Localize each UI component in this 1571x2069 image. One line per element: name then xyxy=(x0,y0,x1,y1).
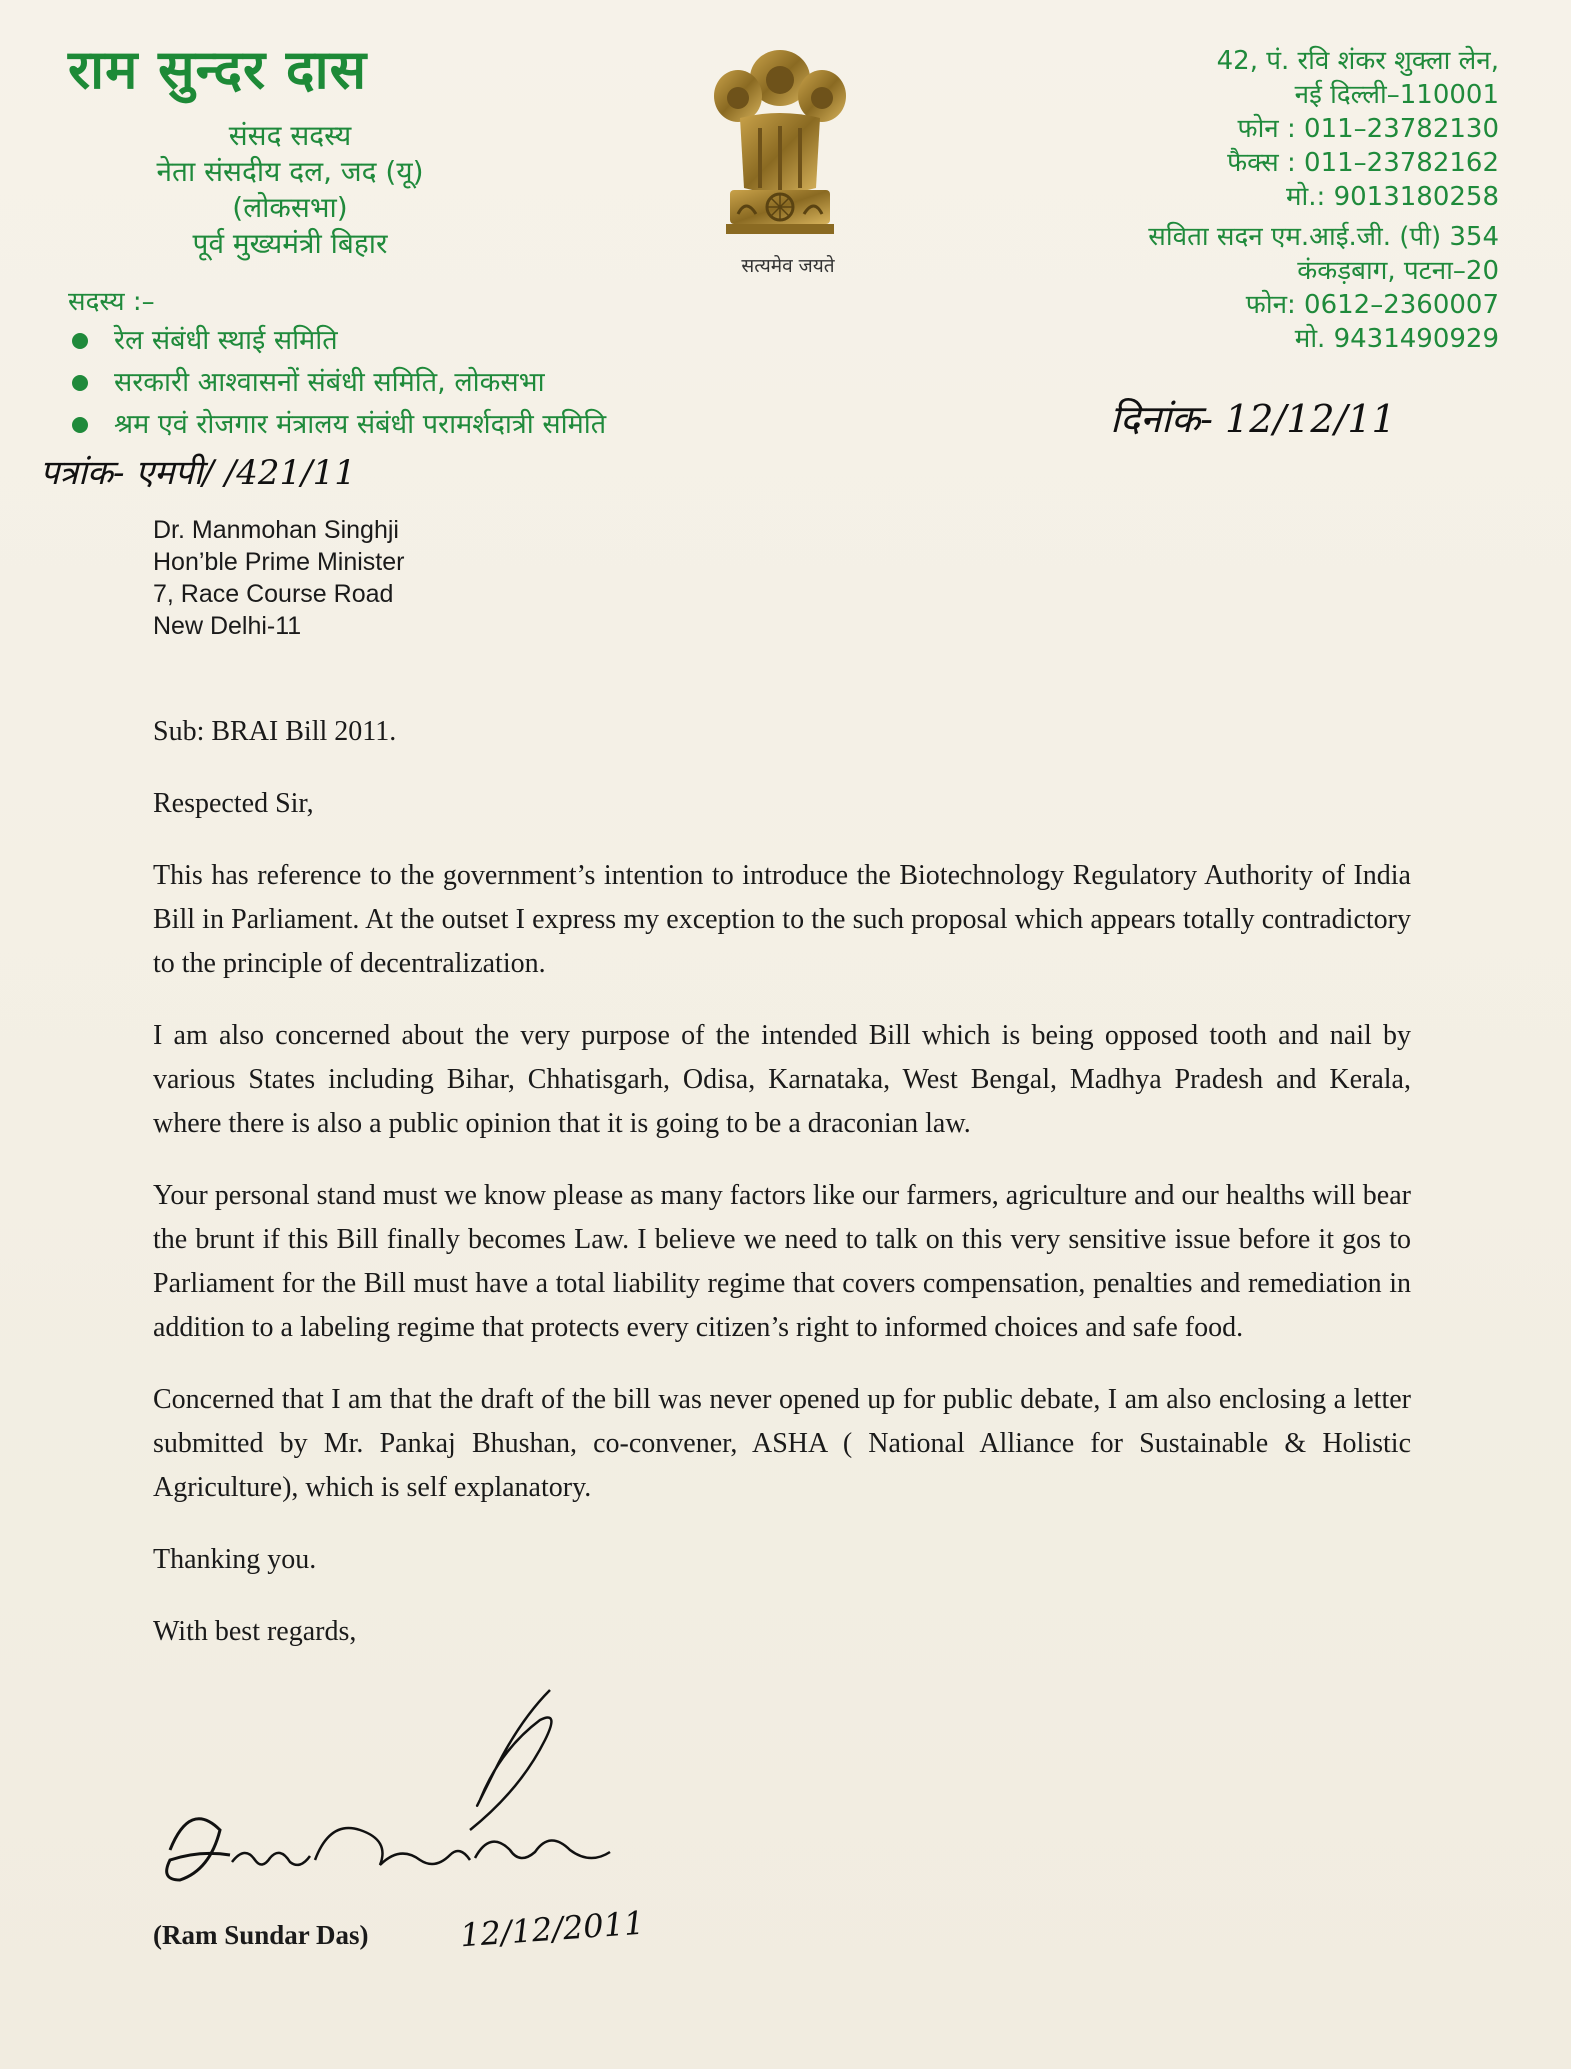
committee-label: रेल संबंधी स्थाई समिति xyxy=(114,325,338,356)
bullet-icon xyxy=(72,333,88,349)
title-line: संसद सदस्य xyxy=(228,119,352,152)
addressee-line: New Delhi-11 xyxy=(153,612,302,640)
patna-address-line: मो. 9431490929 xyxy=(1294,324,1499,354)
body-paragraph: I am also concerned about the very purpose of the intended Bill which is being opposed tooth and nail by various States including Bihar, Chhatisgarh, Odisa, Karnataka, West Bengal, Madhya Pradesh and Kerala, where there is also a public opinion that it is going to be a draconian law. xyxy=(153,1020,1411,1139)
title-line: पूर्व मुख्यमंत्री बिहार xyxy=(192,227,388,260)
letterhead-addresses xyxy=(939,44,1499,356)
delhi-address-line: फैक्स : 011–23782162 xyxy=(1227,148,1499,178)
addressee-line: Dr. Manmohan Singhji xyxy=(153,516,399,544)
committee-item xyxy=(68,362,606,404)
title-line: (लोकसभा) xyxy=(232,191,348,224)
signatory-name: (Ram Sundar Das) xyxy=(153,1920,369,1950)
committee-label: सरकारी आश्वासनों संबंधी समिति, लोकसभा xyxy=(114,367,545,398)
subject-line: Sub: BRAI Bill 2011. xyxy=(153,716,397,747)
addressee-line: 7, Race Course Road xyxy=(153,580,394,608)
salutation: Respected Sir, xyxy=(153,788,314,819)
committee-list xyxy=(68,320,606,446)
emblem-motto: सत्यमेव जयते xyxy=(741,255,835,277)
signature-date: 12/12/2011 xyxy=(458,1903,646,1955)
regards-line: With best regards, xyxy=(153,1616,357,1647)
delhi-address-line: 42, पं. रवि शंकर शुक्ला लेन, xyxy=(1216,46,1499,76)
delhi-address-line: नई दिल्ली–110001 xyxy=(1294,80,1499,110)
title-line: नेता संसदीय दल, जद (यू) xyxy=(156,155,424,188)
addressee-block xyxy=(153,514,404,642)
committee-label: श्रम एवं रोजगार मंत्रालय संबंधी परामर्शदात्री समिति xyxy=(114,409,607,440)
committee-item xyxy=(68,320,606,362)
bullet-icon xyxy=(72,417,88,433)
body-paragraph: Your personal stand must we know please as many factors like our farmers, agriculture and our healths will bear the brunt if this Bill finally becomes Law. I believe we need to talk on this very sensitive issue before it gos to Parliament for the Bill must have a total liability regime that covers compensation, penalties and remediation in addition to a labeling regime that protects every citizen’s right to informed choices and safe food. xyxy=(153,1180,1411,1343)
patna-address-line: सविता सदन एम.आई.जी. (पी) 354 xyxy=(1148,222,1499,252)
letterhead-titles xyxy=(80,118,500,262)
patna-address-line: कंकड़बाग, पटना–20 xyxy=(1297,256,1499,286)
body-paragraph: This has reference to the government’s intention to introduce the Biotechnology Regulatory Authority of India Bill in Parliament. At the outset I express my exception to the such proposal which appears totally contradictory to the principle of decentralization. xyxy=(153,860,1411,979)
handwritten-signature xyxy=(150,1680,630,1910)
member-label: सदस्य :– xyxy=(68,287,155,317)
patna-address-line: फोन: 0612–2360007 xyxy=(1245,290,1499,320)
delhi-address-line: फोन : 011–23782130 xyxy=(1237,114,1499,144)
closing-line: Thanking you. xyxy=(153,1544,317,1575)
body-paragraph: Concerned that I am that the draft of the bill was never opened up for public debate, I am also enclosing a letter submitted by Mr. Pankaj Bhushan, co-convener, ASHA ( National Alliance for Sustainable & Holistic Agriculture), which is self explanatory. xyxy=(153,1384,1411,1503)
committee-item xyxy=(68,404,606,446)
national-emblem-icon xyxy=(700,38,860,288)
letter-body xyxy=(153,710,1411,1654)
handwritten-reference-number: पत्रांक- एमपी/ /421/11 xyxy=(40,453,356,493)
bullet-icon xyxy=(72,375,88,391)
letterhead-name: राम सुन्दर दास xyxy=(68,38,368,101)
delhi-address-line: मो.: 9013180258 xyxy=(1286,182,1499,212)
addressee-line: Hon’ble Prime Minister xyxy=(153,548,405,576)
handwritten-date: दिनांक- 12/12/11 xyxy=(1110,397,1396,441)
